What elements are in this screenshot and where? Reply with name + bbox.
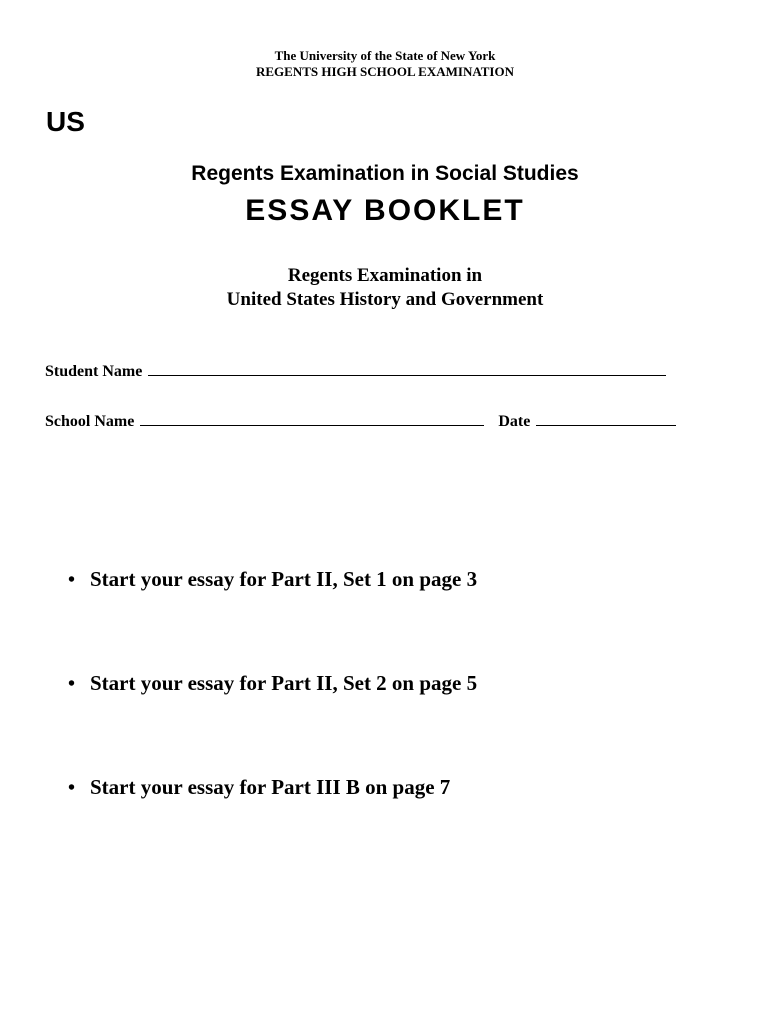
bullet-icon: •: [68, 569, 76, 591]
instruction-text: Start your essay for Part II, Set 2 on page 5: [90, 671, 478, 695]
bullet-icon: •: [68, 673, 76, 695]
instruction-text: Start your essay for Part III B on page 7: [90, 775, 451, 799]
instruction-text: Start your essay for Part II, Set 1 on page 3: [90, 567, 478, 591]
header-university: The University of the State of New York: [274, 48, 496, 63]
date-field[interactable]: [536, 411, 676, 426]
list-item: [68, 670, 477, 697]
student-name-label: Student Name: [45, 363, 143, 380]
bullet-icon: •: [68, 777, 76, 799]
student-name-field[interactable]: [148, 361, 666, 376]
instruction-list: [68, 566, 477, 878]
school-name-label: School Name: [45, 413, 135, 430]
school-name-field[interactable]: [140, 411, 484, 426]
exam-name-line-2: United States History and Government: [226, 289, 544, 310]
subject-title: Regents Examination in Social Studies: [191, 162, 579, 185]
exam-code: US: [46, 106, 85, 137]
booklet-title: ESSAY BOOKLET: [245, 194, 525, 227]
document-header: [0, 48, 770, 80]
school-name-row: [45, 411, 676, 432]
header-exam-type: REGENTS HIGH SCHOOL EXAMINATION: [255, 64, 514, 79]
date-label: Date: [498, 413, 531, 430]
list-item: [68, 774, 477, 801]
student-name-row: [45, 361, 666, 382]
list-item: [68, 566, 477, 593]
exam-name: [0, 264, 770, 312]
exam-name-line-1: Regents Examination in: [287, 265, 483, 286]
